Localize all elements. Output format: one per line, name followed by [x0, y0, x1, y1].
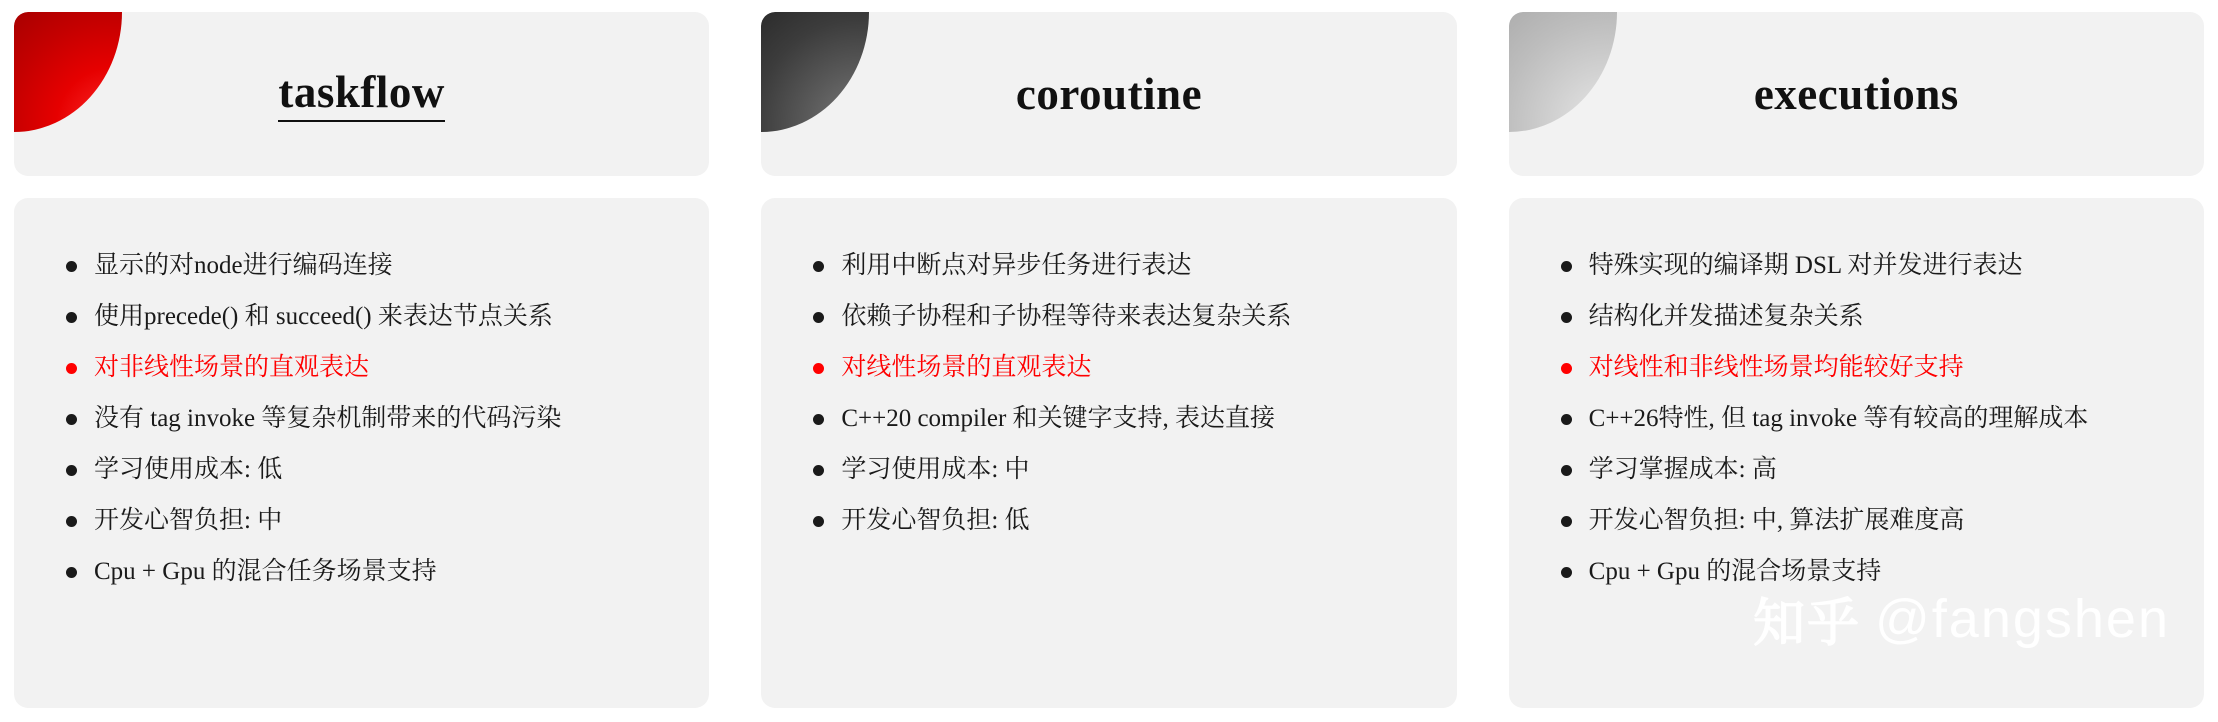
header-card-coroutine — [761, 12, 1456, 176]
list-item: 开发心智负担: 中 — [58, 505, 665, 536]
list-item: 对线性场景的直观表达 — [805, 352, 1412, 383]
list-item: 特殊实现的编译期 DSL 对并发进行表达 — [1553, 250, 2160, 281]
watermark-handle: @fangshen — [1874, 588, 2170, 649]
page-title: taskflow — [278, 66, 445, 122]
list-item: C++26特性, 但 tag invoke 等有较高的理解成本 — [1553, 403, 2160, 434]
corner-accent-icon — [1509, 12, 1617, 132]
page-title: executions — [1753, 69, 1959, 119]
list-item: 没有 tag invoke 等复杂机制带来的代码污染 — [58, 403, 665, 434]
body-card-coroutine — [761, 198, 1456, 708]
watermark — [1753, 581, 2170, 656]
column-coroutine — [761, 12, 1456, 708]
list-item: C++20 compiler 和关键字支持, 表达直接 — [805, 403, 1412, 434]
list-item: Cpu + Gpu 的混合场景支持 — [1553, 556, 2160, 587]
corner-accent-icon — [14, 12, 122, 132]
list-item: Cpu + Gpu 的混合任务场景支持 — [58, 556, 665, 587]
list-item: 依赖子协程和子协程等待来表达复杂关系 — [805, 301, 1412, 332]
list-item: 对非线性场景的直观表达 — [58, 352, 665, 383]
page-title: coroutine — [1015, 69, 1203, 119]
point-list — [805, 250, 1412, 536]
header-card-executions — [1509, 12, 2204, 176]
body-card-executions — [1509, 198, 2204, 708]
list-item: 结构化并发描述复杂关系 — [1553, 301, 2160, 332]
zhihu-logo-icon: 知乎 — [1752, 595, 1861, 653]
point-list — [58, 250, 665, 587]
point-list — [1553, 250, 2160, 587]
list-item: 对线性和非线性场景均能较好支持 — [1553, 352, 2160, 383]
body-card-taskflow — [14, 198, 709, 708]
corner-accent-icon — [761, 12, 869, 132]
list-item: 学习使用成本: 中 — [805, 454, 1412, 485]
list-item: 学习掌握成本: 高 — [1553, 454, 2160, 485]
header-card-taskflow — [14, 12, 709, 176]
list-item: 使用precede() 和 succeed() 来表达节点关系 — [58, 301, 665, 332]
list-item: 学习使用成本: 低 — [58, 454, 665, 485]
list-item: 开发心智负担: 低 — [805, 505, 1412, 536]
column-taskflow — [14, 12, 709, 708]
column-executions — [1509, 12, 2204, 708]
list-item: 开发心智负担: 中, 算法扩展难度高 — [1553, 505, 2160, 536]
list-item: 显示的对node进行编码连接 — [58, 250, 665, 281]
list-item: 利用中断点对异步任务进行表达 — [805, 250, 1412, 281]
